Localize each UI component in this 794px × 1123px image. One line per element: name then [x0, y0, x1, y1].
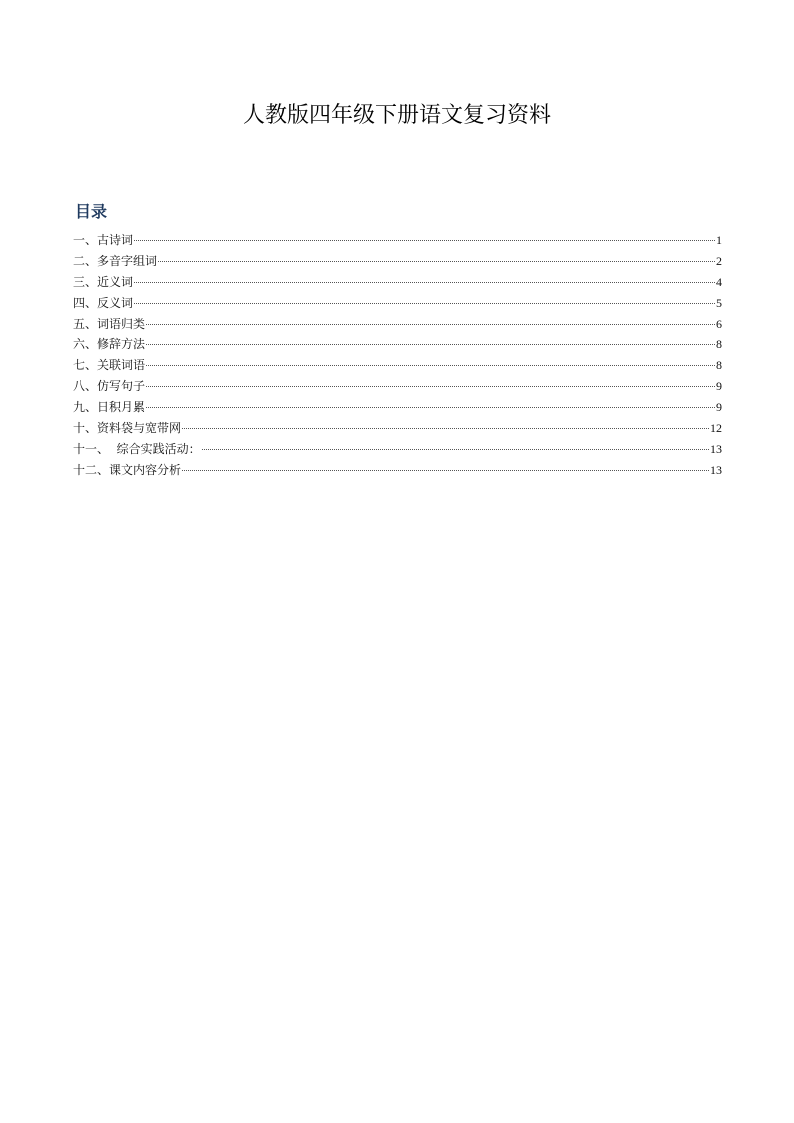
dot-leader	[158, 261, 715, 262]
toc-entry-label: 十一、 综合实践活动：	[73, 441, 201, 456]
toc-entry-4[interactable]	[73, 293, 722, 314]
dot-leader	[134, 282, 715, 283]
toc-entry-3[interactable]	[73, 272, 722, 293]
toc-entry-label: 九、日积月累	[73, 400, 146, 415]
toc-entry-label: 七、关联词语	[73, 358, 146, 373]
dot-leader	[202, 449, 709, 450]
toc-entry-label: 十二、课文内容分析	[73, 462, 182, 477]
toc-entry-page: 9	[716, 379, 722, 394]
dot-leader	[182, 470, 709, 471]
dot-leader	[146, 407, 715, 408]
toc-entry-page: 4	[716, 274, 722, 289]
table-of-contents	[73, 230, 722, 481]
dot-leader	[134, 303, 715, 304]
dot-leader	[134, 240, 715, 241]
toc-entry-label: 二、多音字组词	[73, 253, 158, 268]
toc-entry-5[interactable]	[73, 314, 722, 335]
toc-entry-page: 13	[710, 441, 722, 456]
toc-entry-page: 6	[716, 316, 722, 331]
toc-heading: 目录	[75, 202, 108, 221]
toc-entry-label: 十、资料袋与宽带网	[73, 421, 182, 436]
toc-entry-label: 三、近义词	[73, 274, 134, 289]
toc-entry-label: 八、仿写句子	[73, 379, 146, 394]
toc-entry-7[interactable]	[73, 355, 722, 376]
toc-entry-label: 五、词语归类	[73, 316, 146, 331]
toc-entry-label: 六、修辞方法	[73, 337, 146, 352]
toc-entry-label: 四、反义词	[73, 295, 134, 310]
page-title: 人教版四年级下册语文复习资料	[242, 103, 551, 128]
toc-entry-11[interactable]	[73, 439, 722, 460]
toc-entry-page: 9	[716, 400, 722, 415]
toc-entry-page: 2	[716, 253, 722, 268]
toc-entry-page: 13	[710, 462, 722, 477]
toc-entry-page: 8	[716, 337, 722, 352]
dot-leader	[146, 386, 715, 387]
toc-entry-2[interactable]	[73, 251, 722, 272]
dot-leader	[146, 344, 715, 345]
toc-entry-9[interactable]	[73, 397, 722, 418]
toc-entry-12[interactable]	[73, 460, 722, 481]
toc-entry-page: 12	[710, 421, 722, 436]
toc-entry-10[interactable]	[73, 418, 722, 439]
toc-entry-1[interactable]	[73, 230, 722, 251]
toc-entry-page: 8	[716, 358, 722, 373]
toc-entry-8[interactable]	[73, 376, 722, 397]
toc-entry-label: 一、古诗词	[73, 233, 134, 247]
dot-leader	[146, 324, 715, 325]
toc-entry-page: 1	[716, 233, 722, 247]
dot-leader	[182, 428, 709, 429]
toc-entry-6[interactable]	[73, 334, 722, 355]
toc-entry-page: 5	[716, 295, 722, 310]
dot-leader	[146, 365, 715, 366]
